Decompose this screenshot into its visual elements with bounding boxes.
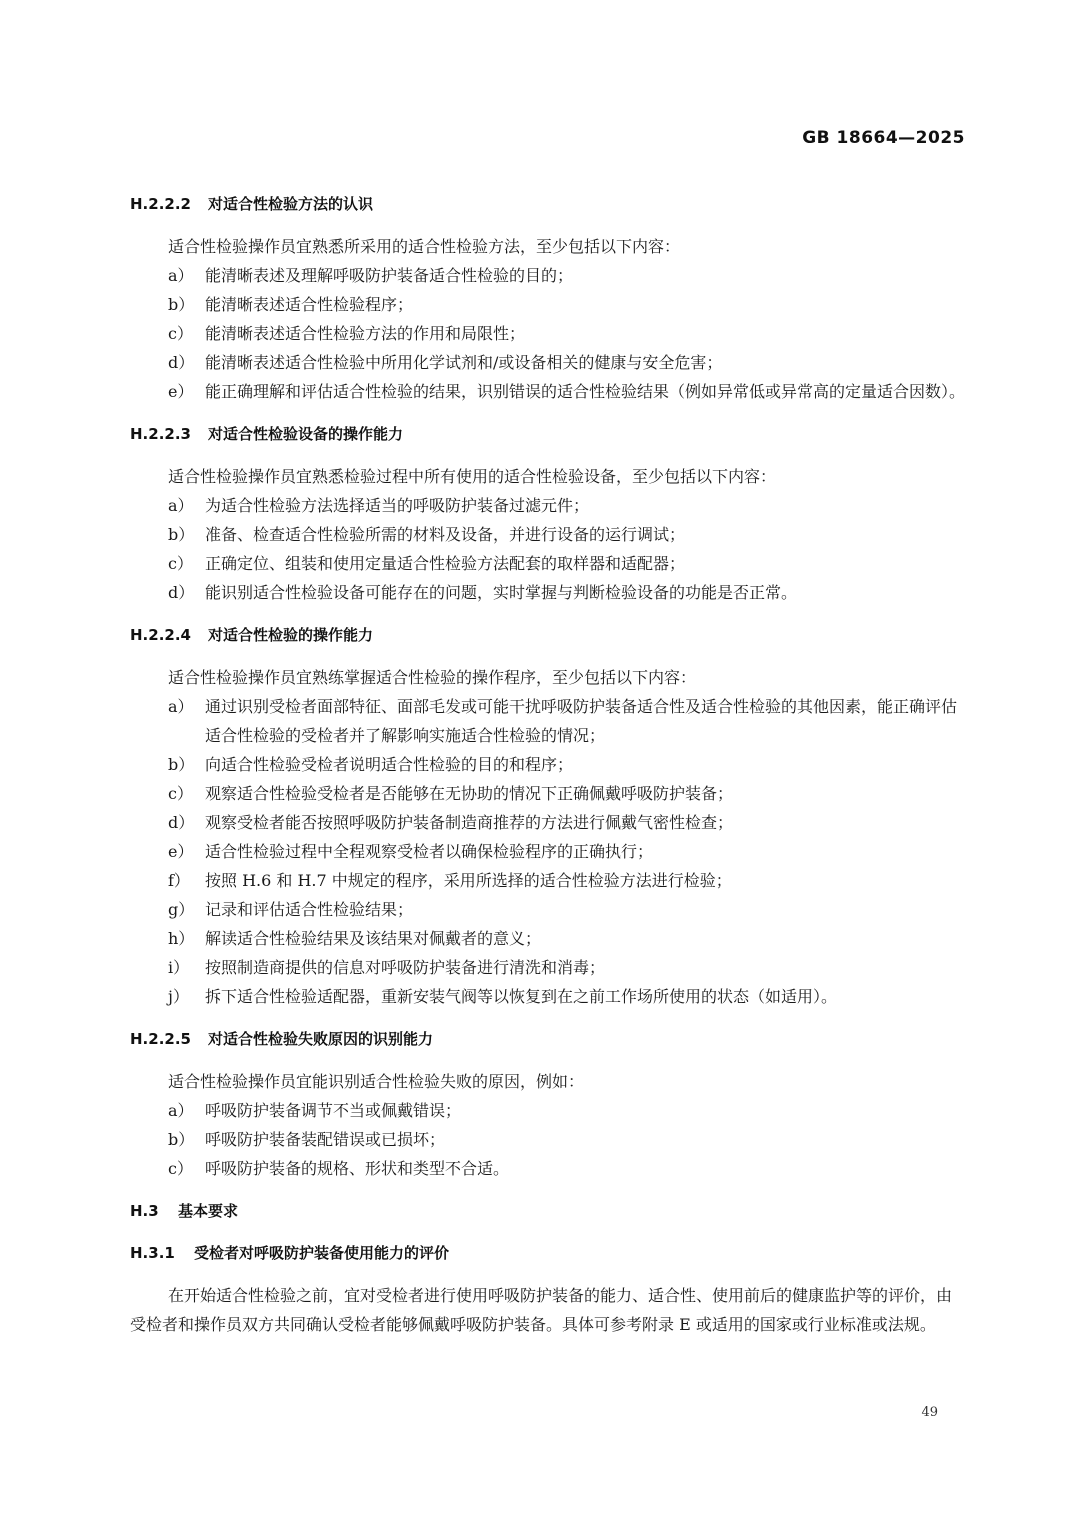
- list-text: 能识别适合性检验设备可能存在的问题，实时掌握与判断检验设备的功能是否正常。: [205, 583, 798, 602]
- list-item: [130, 290, 965, 319]
- list-item: [130, 837, 965, 866]
- list-text: 向适合性检验受检者说明适合性检验的目的和程序；: [205, 755, 574, 774]
- list-label: b）: [168, 525, 195, 544]
- list-label: d）: [168, 813, 195, 832]
- list-label: a）: [168, 496, 194, 515]
- list-text: 能清晰表述适合性检验方法的作用和局限性；: [205, 324, 526, 343]
- list-label: c）: [168, 554, 193, 573]
- list-label: a）: [168, 697, 194, 716]
- list-label: c）: [168, 1159, 193, 1178]
- list-item: [130, 1096, 965, 1125]
- list-label: g）: [168, 900, 195, 919]
- list-item: [130, 895, 965, 924]
- section-number: H.2.2.2: [130, 195, 191, 213]
- list-text: 通过识别受检者面部特征、面部毛发或可能干扰呼吸防护装备适合性及适合性检验的其他因素，能正确评估适合性检验的受检者并了解影响实施适合性检验的情况；: [205, 697, 958, 745]
- list-item: [130, 1125, 965, 1154]
- list-label: j）: [168, 987, 189, 1006]
- list-text: 能清晰表述及理解呼吸防护装备适合性检验的目的；: [205, 266, 574, 285]
- list-text: 呼吸防护装备的规格、形状和类型不合适。: [205, 1159, 510, 1178]
- body-paragraph: 在开始适合性检验之前，宜对受检者进行使用呼吸防护装备的能力、适合性、使用前后的健康监护等的评价，由受检者和操作员双方共同确认受检者能够佩戴呼吸防护装备。具体可参考附录 E 或适用的国家或行业标准或法规。: [130, 1286, 953, 1334]
- page-number: 49: [921, 1405, 938, 1420]
- list-item: [130, 982, 965, 1011]
- list-text: 呼吸防护装备调节不当或佩戴错误；: [205, 1101, 462, 1120]
- list-label: a）: [168, 1101, 194, 1120]
- list-label: c）: [168, 784, 193, 803]
- section-intro: 适合性检验操作员宜能识别适合性检验失败的原因，例如：: [168, 1072, 585, 1091]
- list-label: h）: [168, 929, 195, 948]
- section-intro: 适合性检验操作员宜熟练掌握适合性检验的操作程序，至少包括以下内容：: [168, 668, 697, 687]
- section-number: H.2.2.4: [130, 626, 191, 644]
- list-item: [130, 779, 965, 808]
- list-text: 观察受检者能否按照呼吸防护装备制造商推荐的方法进行佩戴气密性检查；: [205, 813, 734, 832]
- section-number: H.2.2.3: [130, 425, 191, 443]
- list-item: [130, 491, 965, 520]
- page-content: [130, 190, 965, 1339]
- list-label: i）: [168, 958, 190, 977]
- list-text: 观察适合性检验受检者是否能够在无协助的情况下正确佩戴呼吸防护装备；: [205, 784, 734, 803]
- list-text: 解读适合性检验结果及该结果对佩戴者的意义；: [205, 929, 542, 948]
- section-title: 基本要求: [178, 1202, 239, 1220]
- list-item: [130, 261, 965, 290]
- list-label: c）: [168, 324, 193, 343]
- list-text: 按照制造商提供的信息对呼吸防护装备进行清洗和消毒；: [205, 958, 606, 977]
- section-heading: [130, 420, 965, 448]
- list-text: 能清晰表述适合性检验程序；: [205, 295, 414, 314]
- list-text: 准备、检查适合性检验所需的材料及设备，并进行设备的运行调试；: [205, 525, 686, 544]
- section-title: 对适合性检验方法的认识: [208, 195, 374, 213]
- list-label: f）: [168, 871, 190, 890]
- section-title: 对适合性检验的操作能力: [208, 626, 374, 644]
- list-item: [130, 377, 965, 406]
- list-label: e）: [168, 382, 194, 401]
- section-intro: 适合性检验操作员宜熟悉检验过程中所有使用的适合性检验设备，至少包括以下内容：: [168, 467, 777, 486]
- list-text: 正确定位、组装和使用定量适合性检验方法配套的取样器和适配器；: [205, 554, 686, 573]
- section-intro: 适合性检验操作员宜熟悉所采用的适合性检验方法，至少包括以下内容：: [168, 237, 681, 256]
- list-item: [130, 750, 965, 779]
- list-text: 呼吸防护装备装配错误或已损坏；: [205, 1130, 446, 1149]
- list-text: 能清晰表述适合性检验中所用化学试剂和/或设备相关的健康与安全危害；: [205, 353, 723, 372]
- list-text: 记录和评估适合性检验结果；: [205, 900, 414, 919]
- list-item: [130, 692, 965, 750]
- list-label: d）: [168, 353, 195, 372]
- list-label: b）: [168, 1130, 195, 1149]
- list-item: [130, 866, 965, 895]
- list-item: [130, 549, 965, 578]
- list-item: [130, 520, 965, 549]
- section-heading: [130, 621, 965, 649]
- section-heading: [130, 1197, 965, 1225]
- list-text: 适合性检验过程中全程观察受检者以确保检验程序的正确执行；: [205, 842, 654, 861]
- list-item: [130, 924, 965, 953]
- section-number: H.3: [130, 1202, 159, 1220]
- list-item: [130, 953, 965, 982]
- list-item: [130, 348, 965, 377]
- list-item: [130, 808, 965, 837]
- section-heading: [130, 1025, 965, 1053]
- list-label: d）: [168, 583, 195, 602]
- section-heading: [130, 190, 965, 218]
- list-text: 能正确理解和评估适合性检验的结果，识别错误的适合性检验结果（例如异常低或异常高的定量适合因数）。: [205, 382, 966, 401]
- standard-number: GB 18664—2025: [802, 128, 965, 148]
- list-text: 拆下适合性检验适配器，重新安装气阀等以恢复到在之前工作场所使用的状态（如适用）。: [205, 987, 838, 1006]
- section-title: 对适合性检验失败原因的识别能力: [208, 1030, 434, 1048]
- section-title: 对适合性检验设备的操作能力: [208, 425, 404, 443]
- list-label: b）: [168, 295, 195, 314]
- list-text: 按照 H.6 和 H.7 中规定的程序，采用所选择的适合性检验方法进行检验；: [205, 871, 732, 890]
- list-label: e）: [168, 842, 194, 861]
- section-number: H.2.2.5: [130, 1030, 191, 1048]
- section-heading: [130, 1239, 965, 1267]
- section-number: H.3.1: [130, 1244, 175, 1262]
- list-text: 为适合性检验方法选择适当的呼吸防护装备过滤元件；: [205, 496, 590, 515]
- list-item: [130, 578, 965, 607]
- list-item: [130, 319, 965, 348]
- list-label: b）: [168, 755, 195, 774]
- list-label: a）: [168, 266, 194, 285]
- list-item: [130, 1154, 965, 1183]
- section-title: 受检者对呼吸防护装备使用能力的评价: [194, 1244, 450, 1262]
